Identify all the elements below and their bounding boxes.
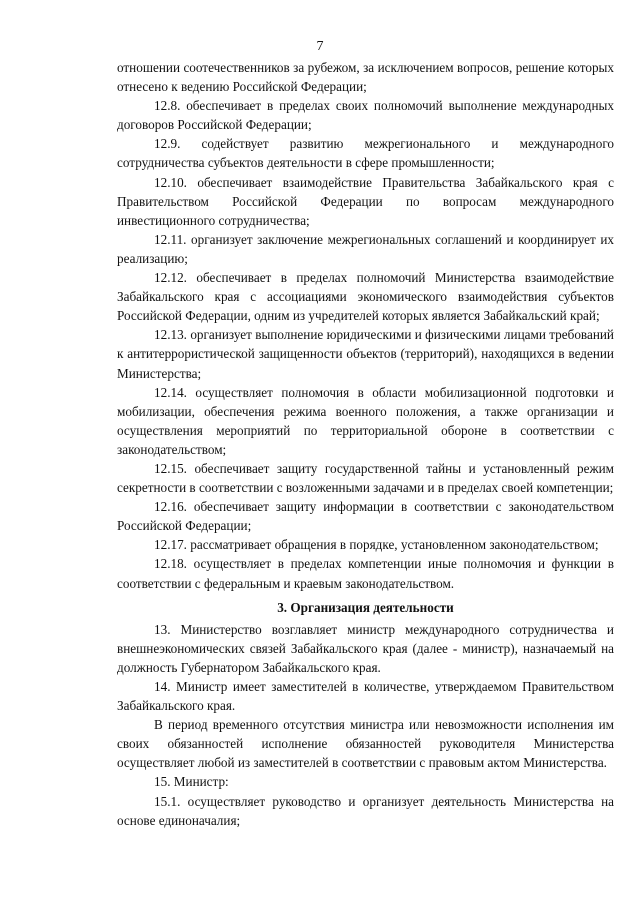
- paragraph-12-12: 12.12. обеспечивает в пределах полномочий Министерства взаимодействие Забайкальского края с ассоциациями экономического взаимодействия субъектов Российской Федерации, одним из учредителей которых является Забайкальский край;: [117, 270, 614, 324]
- paragraph-14: 14. Министр имеет заместителей в количестве, утверждаемом Правительством Забайкальского края.: [117, 679, 614, 714]
- paragraph-12-14: 12.14. осуществляет полномочия в области мобилизационной подготовки и мобилизации, обеспечения режима военного положения, а также организации и осуществления мероприятий по территориальной обороне в соответствии с законодательством;: [117, 384, 614, 457]
- paragraph-14-substitution: В период временного отсутствия министра или невозможности исполнения им своих обязанностей исполнение обязанностей руководителя Министерства осуществляет любой из заместителей в соответствии с правовым актом Министерства.: [117, 717, 614, 771]
- paragraph-12-11: 12.11. организует заключение межрегиональных соглашений и координирует их реализацию;: [117, 231, 614, 266]
- paragraph-15: 15. Министр:: [154, 774, 229, 790]
- paragraph-12-9: 12.9. содействует развитию межрегионального и международного сотрудничества субъектов деятельности в сфере промышленности;: [117, 136, 614, 171]
- paragraph-continuation: отношении соотечественников за рубежом, за исключением вопросов, решение которых отнесено к ведению Российской Федерации;: [117, 60, 614, 95]
- paragraph-12-16: 12.16. обеспечивает защиту информации в соответствии с законодательством Российской Федерации;: [117, 499, 614, 534]
- page-number: 7: [316, 39, 324, 54]
- paragraph-12-15: 12.15. обеспечивает защиту государственной тайны и установленный режим секретности в соответствии с возложенными задачами и в пределах своей компетенции;: [117, 460, 614, 496]
- paragraph-12-8: 12.8. обеспечивает в пределах своих полномочий выполнение международных договоров Российской Федерации;: [117, 98, 614, 133]
- paragraph-12-13: 12.13. организует выполнение юридическими и физическими лицами требований к антитеррористической защищенности объектов (территорий), находящихся в ведении Министерства;: [117, 327, 614, 381]
- paragraph-13: 13. Министерство возглавляет министр международного сотрудничества и внешнеэкономических связей Забайкальского края (далее - министр), назначаемый на должность Губернатором Забайкальского края.: [117, 621, 614, 675]
- paragraph-12-10: 12.10. обеспечивает взаимодействие Правительства Забайкальского края с Правительством Российской Федерации по вопросам международного инвестиционного сотрудничества;: [117, 174, 614, 228]
- paragraph-12-17: 12.17. рассматривает обращения в порядке, установленном законодательством;: [154, 537, 599, 553]
- document-body: [117, 58, 614, 830]
- paragraph-15-1: 15.1. осуществляет руководство и организует деятельность Министерства на основе единоначалия;: [117, 793, 614, 828]
- section-heading: 3. Организация деятельности: [277, 599, 454, 615]
- paragraph-12-18: 12.18. осуществляет в пределах компетенции иные полномочия и функции в соответствии с федеральным и краевым законодательством.: [117, 556, 614, 591]
